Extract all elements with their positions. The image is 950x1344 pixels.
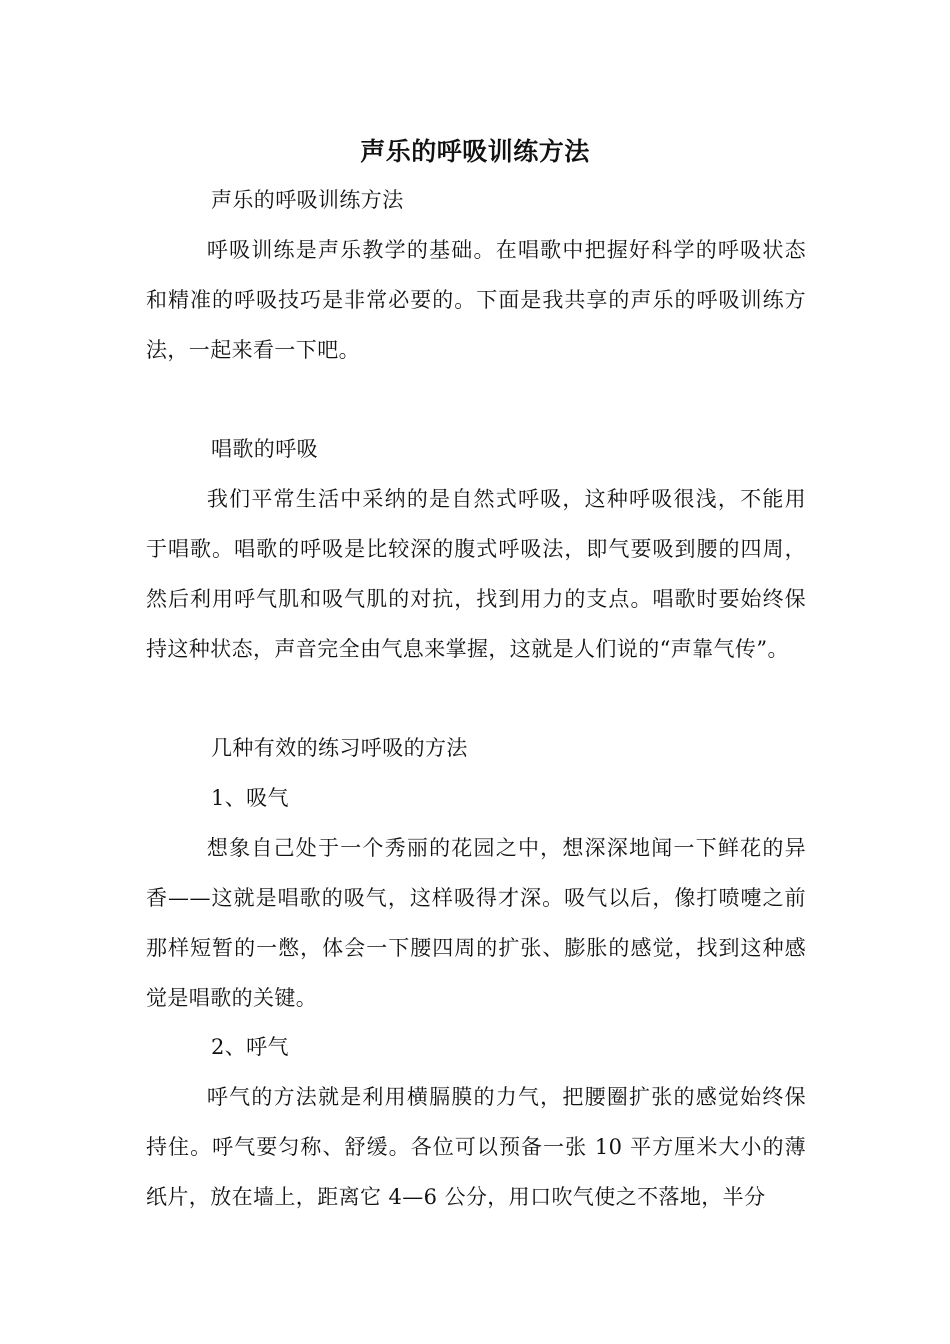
item-heading-exhale: 2、呼气	[211, 1035, 289, 1059]
exhale-paragraph: 呼气的方法就是利用横膈膜的力气，把腰圈扩张的感觉始终保持住。呼气要匀称、舒缓。各位可以预备一张 10 平方厘米大小的薄纸片，放在墙上，距离它 4—6 公分，用口吹气使之不落地，半分	[146, 1085, 806, 1209]
section-heading-singing-breath: 唱歌的呼吸	[211, 437, 318, 461]
section-heading-methods: 几种有效的练习呼吸的方法	[211, 736, 468, 760]
singing-breath-paragraph: 我们平常生活中采纳的是自然式呼吸，这种呼吸很浅，不能用于唱歌。唱歌的呼吸是比较深的腹式呼吸法，即气要吸到腰的四周，然后利用呼气肌和吸气肌的对抗，找到用力的支点。唱歌时要始终保持这种状态，声音完全由气息来掌握，这就是人们说的“声靠气传”。	[146, 487, 806, 661]
intro-paragraph: 呼吸训练是声乐教学的基础。在唱歌中把握好科学的呼吸状态和精准的呼吸技巧是非常必要的。下面是我共享的声乐的呼吸训练方法，一起来看一下吧。	[146, 238, 806, 362]
document-title: 声乐的呼吸训练方法	[360, 137, 590, 166]
item-heading-inhale: 1、吸气	[211, 786, 289, 810]
document-subtitle: 声乐的呼吸训练方法	[211, 188, 404, 212]
inhale-paragraph: 想象自己处于一个秀丽的花园之中，想深深地闻一下鲜花的异香——这就是唱歌的吸气，这样吸得才深。吸气以后，像打喷嚏之前那样短暂的一憋，体会一下腰四周的扩张、膨胀的感觉，找到这种感觉是唱歌的关键。	[146, 836, 806, 1010]
